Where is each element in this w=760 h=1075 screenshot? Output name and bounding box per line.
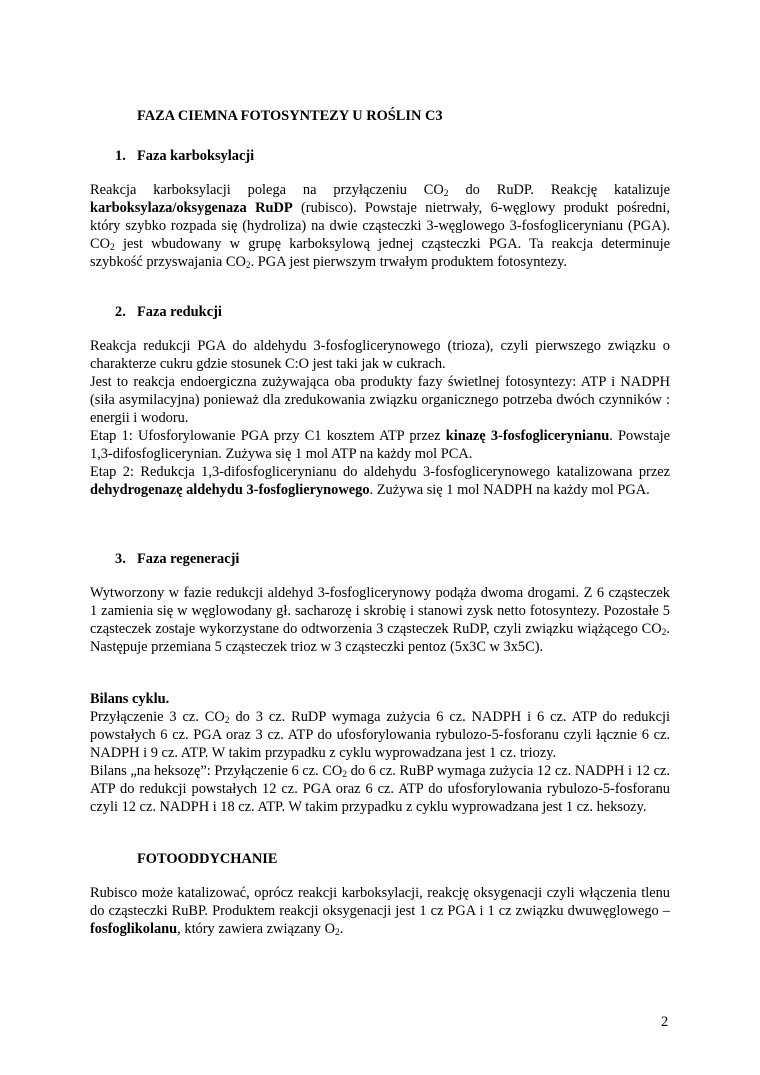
- fotooddychanie-heading: FOTOODDYCHANIE: [137, 851, 278, 867]
- product-name: fosfoglikolanu: [90, 921, 178, 937]
- text-run: . Następuje przemiana 5 cząsteczek trioz w 3 cząsteczki pentoz (5x3C w 3x5C).: [90, 621, 670, 655]
- page-number: 2: [661, 1014, 669, 1030]
- subscript: 2: [224, 716, 230, 726]
- subscript: 2: [245, 261, 251, 271]
- subscript: 2: [110, 243, 115, 253]
- text-run: (rubisco). Powstaje nietrwały, 6-węglowy produkt pośredni, który szybko rozpada się (hydroliza) na dwie cząsteczki 3-węglowego 3-fosfoglicerynianu (PGA). CO: [90, 200, 670, 252]
- section-title: Faza karboksylacji: [137, 148, 255, 164]
- text-run: do 6 cz. RuBP wymaga zużycia 12 cz. NADPH i 12 cz. ATP do redukcji powstałych 12 cz. PGA oraz 6 cz. ATP do ufosforylowania rybulozo-5-fosforanu czyli 12 cz. NADPH i 18 cz. ATP. W takim przypadku z cyklu wyprowadzana jest 1 cz. heksozy.: [90, 763, 670, 815]
- enzyme-name: dehydrogenazę aldehydu 3-fosfoglierynowego: [90, 482, 370, 498]
- enzyme-name: kinazę 3-fosfoglicerynianu: [445, 428, 610, 444]
- bilans-heading: Bilans cyklu.: [90, 691, 170, 707]
- section-heading-redukcja: [115, 303, 222, 321]
- section-number: 1.: [115, 148, 126, 164]
- section-title: Faza redukcji: [137, 304, 222, 320]
- text-run: . Zużywa się 1 mol NADPH na każdy mol PGA.: [369, 482, 650, 498]
- text-run: Bilans „na heksozę”: Przyłączenie 6 cz. CO: [90, 763, 343, 779]
- regeneracja-paragraph: [90, 584, 670, 656]
- text-run: .: [339, 921, 344, 937]
- enzyme-name: karboksylaza/oksygenaza RuDP: [90, 200, 293, 216]
- section-number: 2.: [115, 304, 126, 320]
- section-heading-regeneracja: [115, 550, 239, 568]
- redukcja-step-2: [90, 463, 670, 499]
- section-heading-karboksylacja: [115, 147, 254, 165]
- page-title: FAZA CIEMNA FOTOSYNTEZY U ROŚLIN C3: [137, 108, 443, 124]
- subscript: 2: [661, 628, 667, 638]
- subscript: 2: [342, 770, 347, 780]
- text-run: . PGA jest pierwszym trwałym produktem fotosyntezy.: [250, 254, 568, 270]
- text-run: , który zawiera związany O: [177, 921, 335, 937]
- subscript: 2: [335, 928, 340, 938]
- section-title: Faza regeneracji: [137, 551, 240, 567]
- text-run: Etap 1: Ufosforylowanie PGA przy C1 kosztem ATP przez: [90, 428, 446, 444]
- bilans-triose: [90, 708, 670, 762]
- bilans-hexose: [90, 762, 670, 816]
- section-number: 3.: [115, 551, 126, 567]
- subscript: 2: [443, 189, 449, 199]
- redukcja-intro: Reakcja redukcji PGA do aldehydu 3-fosfoglicerynowego (trioza), czyli pierwszego związku o charakterze cukru gdzie stosunek C:O jest taki jak w cukrach.: [90, 338, 670, 372]
- text-run: . Powstaje 1,3-difosfoglicerynian. Zużywa się 1 mol ATP na każdy mol PCA.: [90, 428, 670, 462]
- text-run: Etap 2: Redukcja 1,3-difosfoglicerynianu do aldehydu 3-fosfoglicerynowego katalizowana przez: [90, 464, 670, 480]
- bilans-block: [90, 690, 670, 816]
- text-run: Wytworzony w fazie redukcji aldehyd 3-fosfoglicerynowy podąża dwoma drogami. Z 6 cząsteczek 1 zamienia się w węglowodany gł. sacharozę i skrobię i stanowi zysk netto fotosyntezy. Pozostałe 5 cząsteczek zostaje wykorzystane do odtworzenia 3 cząsteczek RuDP, czyli związku wiążącego CO: [90, 585, 670, 637]
- redukcja-step-1: [90, 427, 670, 463]
- text-run: Reakcja karboksylacji polega na przyłączeniu CO: [90, 182, 444, 198]
- text-run: jest wbudowany w grupę karboksylową jednej cząsteczki PGA. Ta reakcja determinuje szybkość przyswajania CO: [90, 236, 670, 270]
- fotooddychanie-paragraph: [90, 884, 670, 938]
- text-run: do 3 cz. RuDP wymaga zużycia 6 cz. NADPH i 6 cz. ATP do redukcji powstałych 6 cz. PGA oraz 3 cz. ATP do ufosforylowania rybulozo-5-fosforanu czyli łącznie 6 cz. NADPH i 9 cz. ATP. W takim przypadku z cyklu wyprowadzana jest 1 cz. triozy.: [90, 709, 670, 761]
- text-run: Rubisco może katalizować, oprócz reakcji karboksylacji, reakcję oksygenacji czyli włączenia tlenu do cząsteczki RuBP. Produktem reakcji oksygenacji jest 1 cz PGA i 1 cz związku dwuwęglowego –: [90, 885, 670, 919]
- text-run: do RuDP. Reakcję katalizuje: [448, 182, 670, 198]
- redukcja-block: [90, 337, 670, 499]
- redukcja-energy: Jest to reakcja endoergiczna zużywająca oba produkty fazy świetlnej fotosyntezy: ATP i NADPH (siła asymilacyjna) ponieważ dla zredukowania związku organicznego potrzeba dwóch czynników : energii i wodoru.: [90, 374, 670, 426]
- karboksylacja-paragraph: [90, 181, 670, 271]
- text-run: Przyłączenie 3 cz. CO: [90, 709, 225, 725]
